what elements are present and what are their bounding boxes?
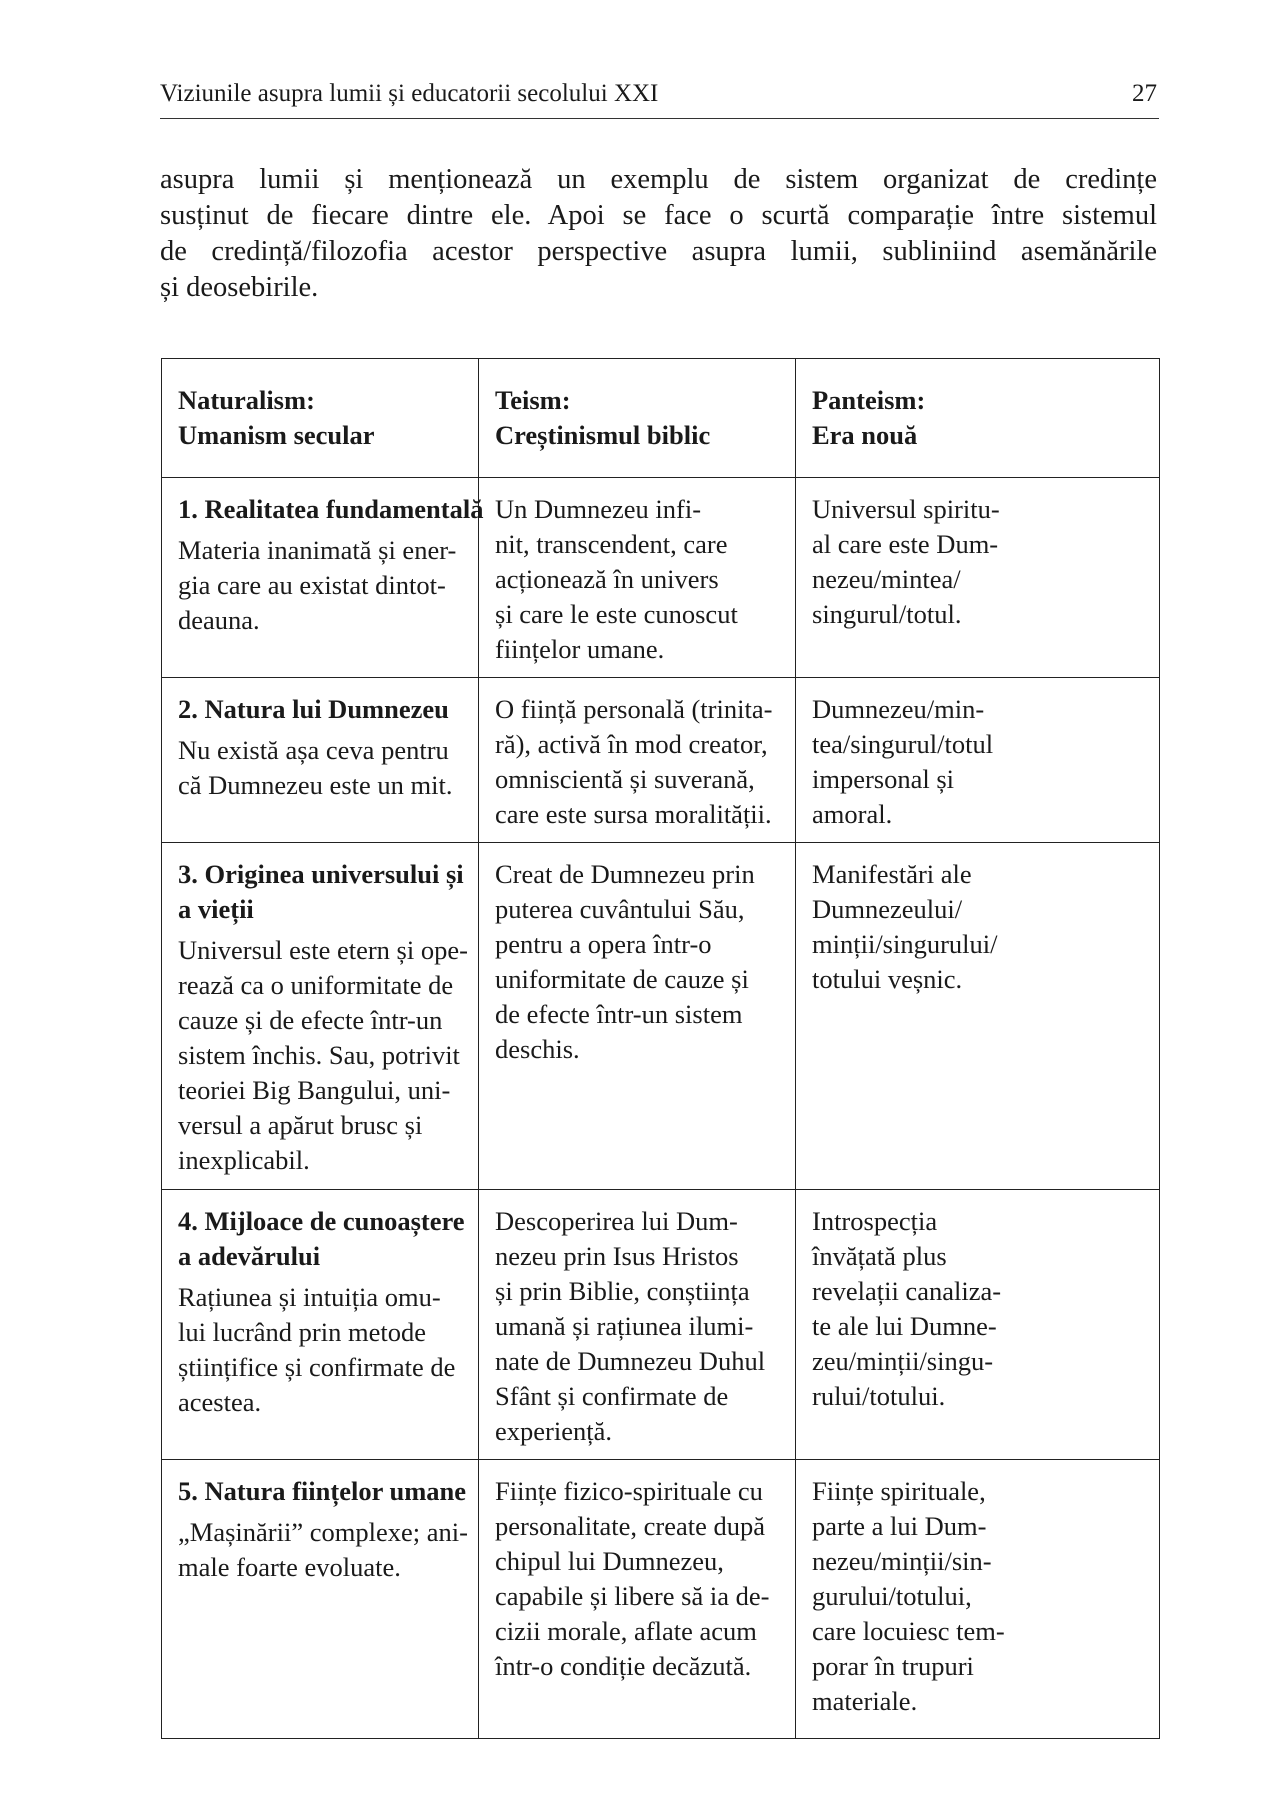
header-pantheism — [796, 359, 1160, 478]
pantheism-text-line: zeu/minții/singu- — [812, 1346, 994, 1376]
naturalism-text-line: sistem închis. Sau, potrivit — [178, 1040, 460, 1070]
worldview-comparison-table — [161, 358, 1160, 1739]
pantheism-text-line: rului/totului. — [812, 1381, 946, 1411]
row-heading: 1. Realitatea fundamentală — [178, 494, 484, 524]
theism-text-line: umană și rațiunea ilumi- — [495, 1311, 754, 1341]
pantheism-text-line: impersonal și — [812, 764, 955, 794]
naturalism-text-line: că Dumnezeu este un mit. — [178, 770, 453, 800]
pantheism-text-line: Ființe spirituale, — [812, 1476, 986, 1506]
header-line: Teism: — [495, 385, 571, 415]
theism-text-line: cizii morale, aflate acum — [495, 1616, 757, 1646]
naturalism-text-line: Materia inanimată și ener- — [178, 535, 457, 565]
theism-text-line: nit, transcendent, care — [495, 529, 728, 559]
row-heading: 5. Natura ființelor umane — [178, 1476, 467, 1506]
naturalism-text-line: Rațiunea și intuiția omu- — [178, 1282, 441, 1312]
header-line: Creștinismul biblic — [495, 420, 711, 450]
theism-text-line: pentru a opera într-o — [495, 929, 712, 959]
pantheism-text-line: Universul spiritu- — [812, 494, 1000, 524]
theism-text-line: puterea cuvântului Său, — [495, 894, 745, 924]
header-theism — [479, 359, 796, 478]
naturalism-text-line: lui lucrând prin metode — [178, 1317, 426, 1347]
pantheism-text-line: parte a lui Dum- — [812, 1511, 987, 1541]
pantheism-text-line: învățată plus — [812, 1241, 947, 1271]
theism-text-line: de efecte într-un sistem — [495, 999, 743, 1029]
pantheism-text-line: porar în trupuri — [812, 1651, 974, 1681]
table-row — [162, 678, 1160, 843]
theism-text-line: acționează în univers — [495, 564, 719, 594]
row-heading: a adevărului — [178, 1241, 321, 1271]
theism-text-line: nezeu prin Isus Hristos — [495, 1241, 739, 1271]
theism-text-line: capabile și libere să ia de- — [495, 1581, 770, 1611]
pantheism-text-line: totului veșnic. — [812, 964, 963, 994]
intro-line: asupra lumii și menționează un exemplu de sistem organizat de credințe — [160, 164, 1157, 195]
theism-text-line: și care le este cunoscut — [495, 599, 738, 629]
page-number: 27 — [1132, 80, 1157, 107]
cell-theism — [479, 1190, 796, 1460]
naturalism-text-line: gia care au existat dintot- — [178, 570, 446, 600]
pantheism-text-line: materiale. — [812, 1686, 918, 1716]
naturalism-text-line: Nu există așa ceva pentru — [178, 735, 449, 765]
header-line: Umanism secular — [178, 420, 375, 450]
cell-theism — [479, 678, 796, 843]
cell-naturalism — [162, 1190, 479, 1460]
theism-text-line: uniformitate de cauze și — [495, 964, 749, 994]
table-header-row — [162, 359, 1160, 478]
pantheism-text-line: nezeu/mintea/ — [812, 564, 961, 594]
table-row — [162, 843, 1160, 1190]
pantheism-text-line: al care este Dum- — [812, 529, 999, 559]
pantheism-text-line: Manifestări ale — [812, 859, 972, 889]
pantheism-text-line: Dumnezeu/min- — [812, 694, 985, 724]
naturalism-text-line: male foarte evoluate. — [178, 1552, 401, 1582]
row-heading: 3. Originea universului și — [178, 859, 464, 889]
theism-text-line: ființelor umane. — [495, 634, 665, 664]
table-row — [162, 1460, 1160, 1739]
pantheism-text-line: tea/singurul/totul — [812, 729, 994, 759]
theism-text-line: Descoperirea lui Dum- — [495, 1206, 738, 1236]
naturalism-text-line: teoriei Big Bangului, uni- — [178, 1075, 451, 1105]
table-row — [162, 1190, 1160, 1460]
naturalism-text-line: deauna. — [178, 605, 260, 635]
intro-paragraph — [160, 162, 1157, 306]
pantheism-text-line: singurul/totul. — [812, 599, 962, 629]
naturalism-text-line: rează ca o uniformitate de — [178, 970, 454, 1000]
header-line: Era nouă — [812, 420, 918, 450]
header-naturalism — [162, 359, 479, 478]
theism-text-line: Un Dumnezeu infi- — [495, 494, 702, 524]
cell-theism — [479, 843, 796, 1190]
naturalism-text-line: versul a apărut brusc și — [178, 1110, 423, 1140]
intro-line: susținut de fiecare dintre ele. Apoi se face o scurtă comparație între sistemul — [160, 200, 1157, 231]
theism-text-line: omniscientă și suverană, — [495, 764, 755, 794]
theism-text-line: într-o condiție decăzută. — [495, 1651, 752, 1681]
header-line: Panteism: — [812, 385, 926, 415]
theism-text-line: chipul lui Dumnezeu, — [495, 1546, 724, 1576]
pantheism-text-line: nezeu/minții/sin- — [812, 1546, 992, 1576]
running-head-title: Viziunile asupra lumii și educatorii secolului XXI — [160, 80, 659, 107]
cell-pantheism — [796, 478, 1160, 678]
naturalism-text-line: cauze și de efecte într-un — [178, 1005, 443, 1035]
naturalism-text-line: acestea. — [178, 1387, 262, 1417]
cell-pantheism — [796, 1460, 1160, 1739]
cell-pantheism — [796, 1190, 1160, 1460]
cell-pantheism — [796, 843, 1160, 1190]
cell-naturalism — [162, 1460, 479, 1739]
theism-text-line: nate de Dumnezeu Duhul — [495, 1346, 766, 1376]
cell-naturalism — [162, 678, 479, 843]
naturalism-text-line: Universul este etern și ope- — [178, 935, 468, 965]
theism-text-line: O ființă personală (trinita- — [495, 694, 773, 724]
naturalism-text-line: inexplicabil. — [178, 1145, 310, 1175]
pantheism-text-line: care locuiesc tem- — [812, 1616, 1005, 1646]
header-line: Naturalism: — [178, 385, 315, 415]
theism-text-line: personalitate, create după — [495, 1511, 766, 1541]
table-row — [162, 478, 1160, 678]
theism-text-line: experiență. — [495, 1416, 612, 1446]
cell-naturalism — [162, 843, 479, 1190]
theism-text-line: care este sursa moralității. — [495, 799, 772, 829]
row-heading: 2. Natura lui Dumnezeu — [178, 694, 449, 724]
cell-theism — [479, 1460, 796, 1739]
cell-pantheism — [796, 678, 1160, 843]
theism-text-line: Sfânt și confirmate de — [495, 1381, 729, 1411]
theism-text-line: ră), activă în mod creator, — [495, 729, 768, 759]
pantheism-text-line: Introspecția — [812, 1206, 938, 1236]
theism-text-line: Creat de Dumnezeu prin — [495, 859, 755, 889]
pantheism-text-line: te ale lui Dumne- — [812, 1311, 997, 1341]
naturalism-text-line: „Mașinării” complexe; ani- — [178, 1517, 468, 1547]
row-heading: 4. Mijloace de cunoaștere — [178, 1206, 465, 1236]
intro-line: de credință/filozofia acestor perspective asupra lumii, subliniind asemănările — [160, 236, 1157, 267]
theism-text-line: deschis. — [495, 1034, 580, 1064]
pantheism-text-line: revelații canaliza- — [812, 1276, 1002, 1306]
theism-text-line: Ființe fizico-spirituale cu — [495, 1476, 763, 1506]
row-heading: a vieții — [178, 894, 254, 924]
pantheism-text-line: amoral. — [812, 799, 893, 829]
pantheism-text-line: Dumnezeului/ — [812, 894, 963, 924]
pantheism-text-line: gurului/totului, — [812, 1581, 972, 1611]
cell-theism — [479, 478, 796, 678]
theism-text-line: și prin Biblie, conștiința — [495, 1276, 750, 1306]
running-head — [160, 78, 1159, 119]
naturalism-text-line: științifice și confirmate de — [178, 1352, 456, 1382]
cell-naturalism — [162, 478, 484, 678]
intro-line: și deosebirile. — [160, 272, 319, 303]
pantheism-text-line: minții/singurului/ — [812, 929, 998, 959]
